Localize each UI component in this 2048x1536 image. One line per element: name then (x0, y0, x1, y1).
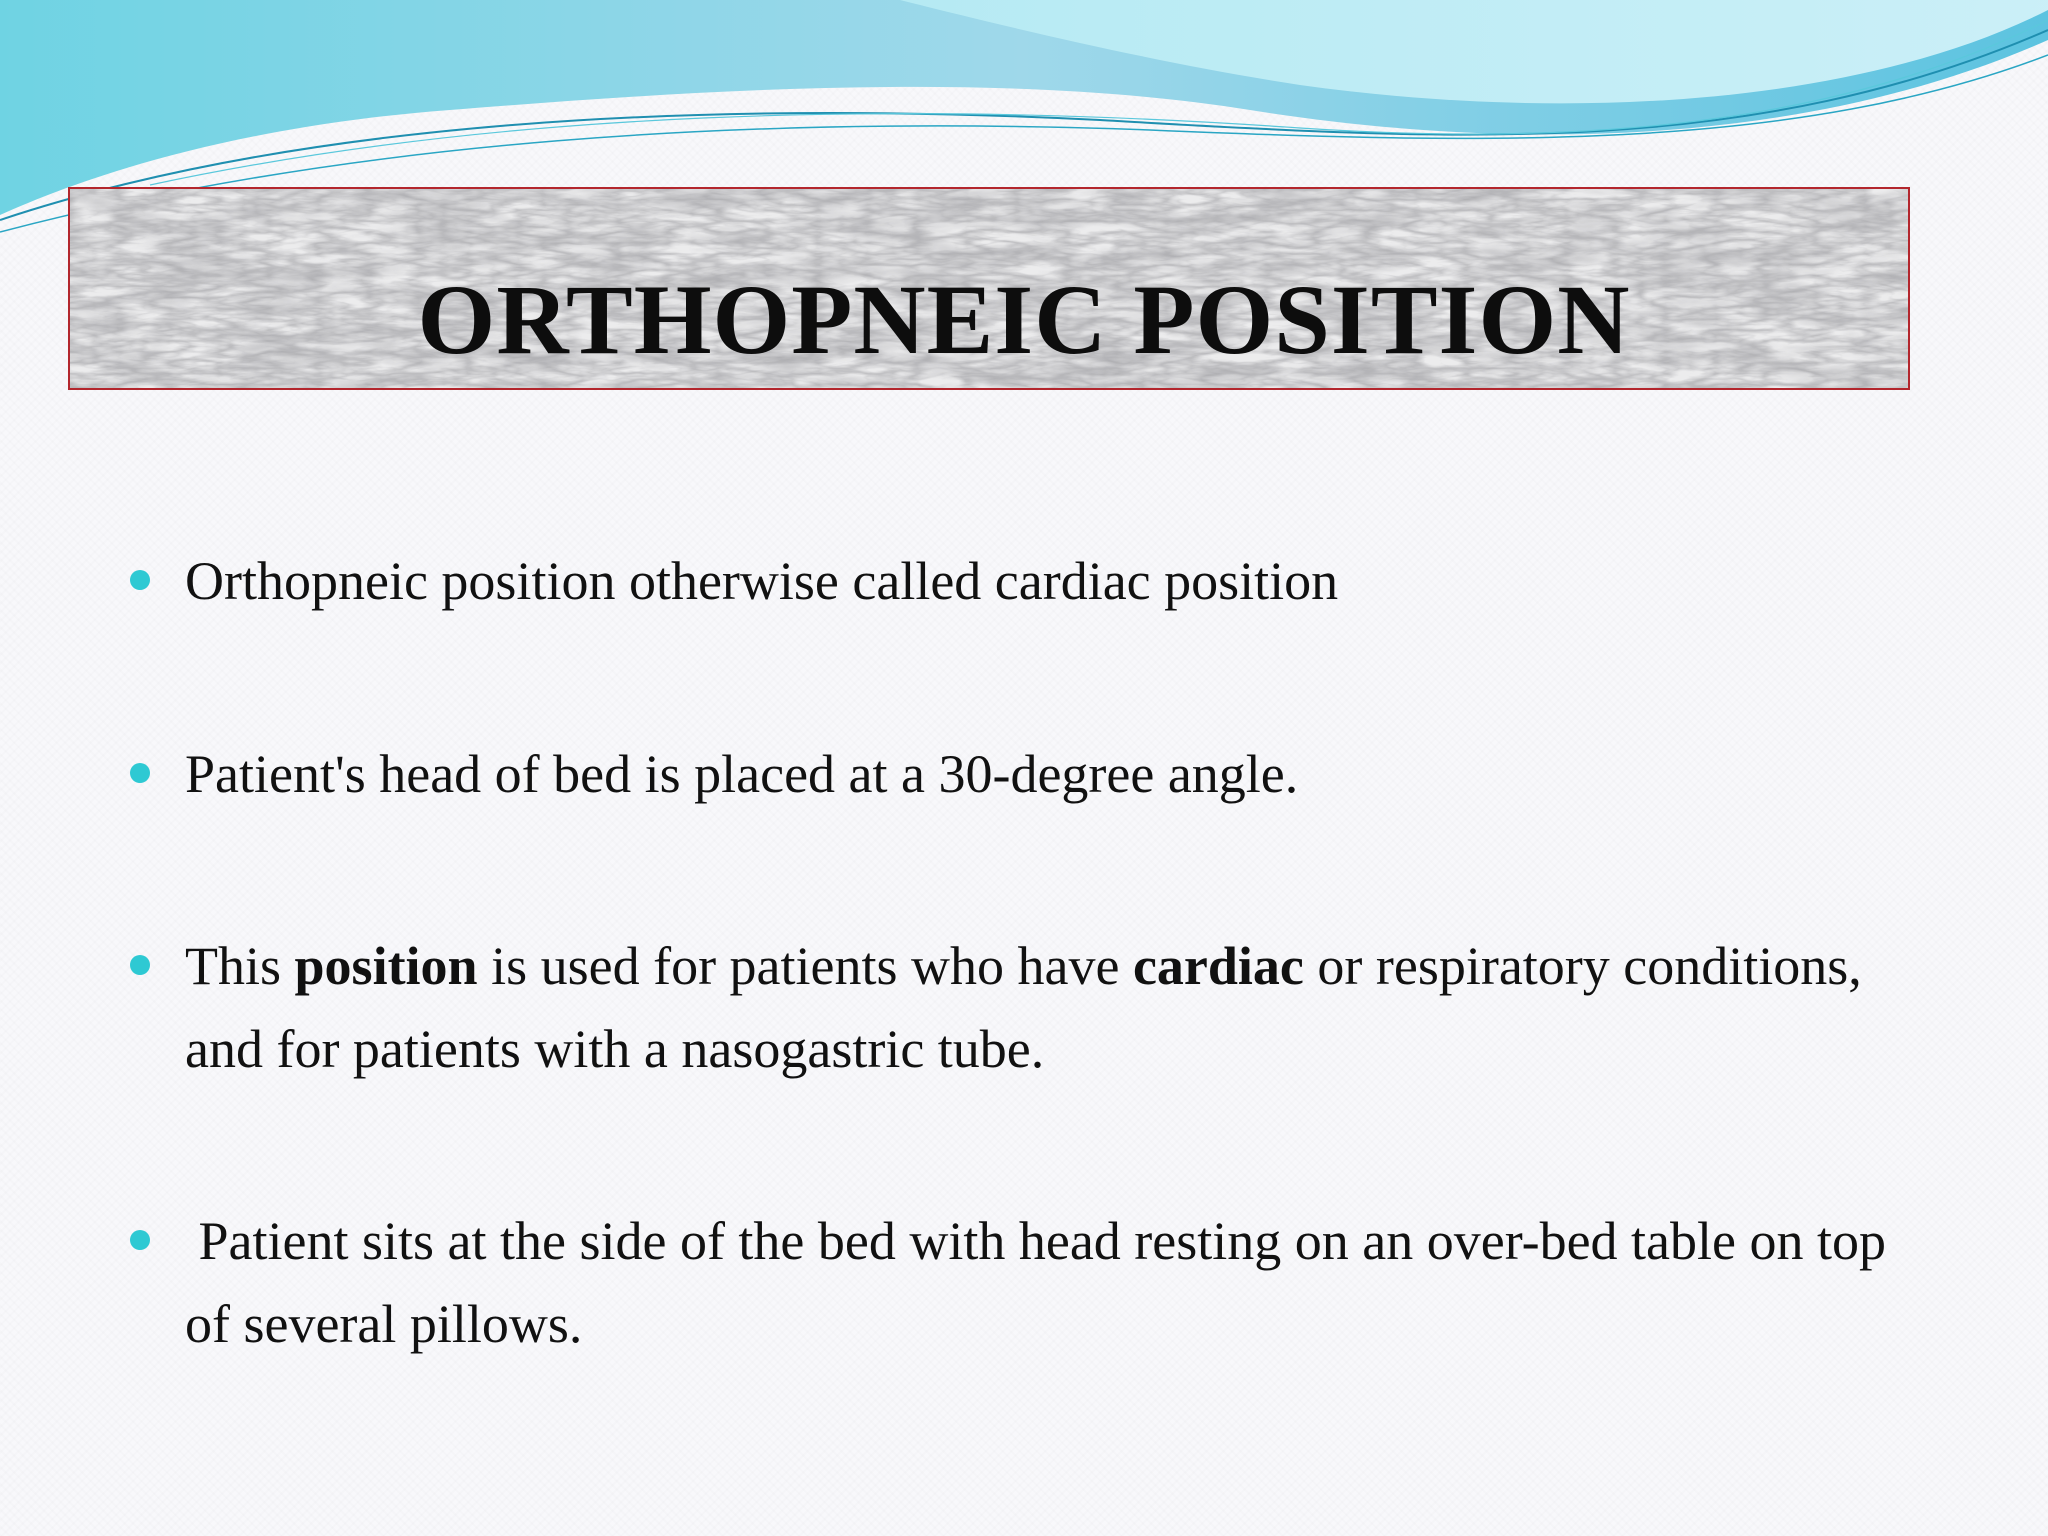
bullet-text (185, 925, 1925, 1091)
bullet-dot-icon (130, 1230, 150, 1250)
bullet-text-segment: is used for patients who have (477, 936, 1133, 996)
bullet-text-segment: This (185, 936, 295, 996)
bullet-text (185, 540, 1925, 623)
bullet-text-segment: Patient sits at the side of the bed with head resting on an over-bed table on top of several pillows. (185, 1211, 1900, 1354)
bullet-text (185, 1200, 1925, 1366)
bullet-dot-icon (130, 955, 150, 975)
bullet-text-segment: Patient's head of bed is placed at a 30-degree angle. (185, 744, 1299, 804)
slide-title: ORTHOPNEIC POSITION (417, 264, 1631, 375)
bullet-text-bold-segment: position (294, 936, 478, 996)
bullet-text-segment: or respiratory conditions, and for patients with a nasogastric tube. (185, 936, 1876, 1079)
bullet-text (185, 733, 1925, 816)
bullet-dot-icon (130, 763, 150, 783)
bullet-dot-icon (130, 570, 150, 590)
bullet-text-segment: Orthopneic position otherwise called cardiac position (185, 551, 1339, 611)
bullet-text-bold-segment: cardiac (1132, 936, 1304, 996)
